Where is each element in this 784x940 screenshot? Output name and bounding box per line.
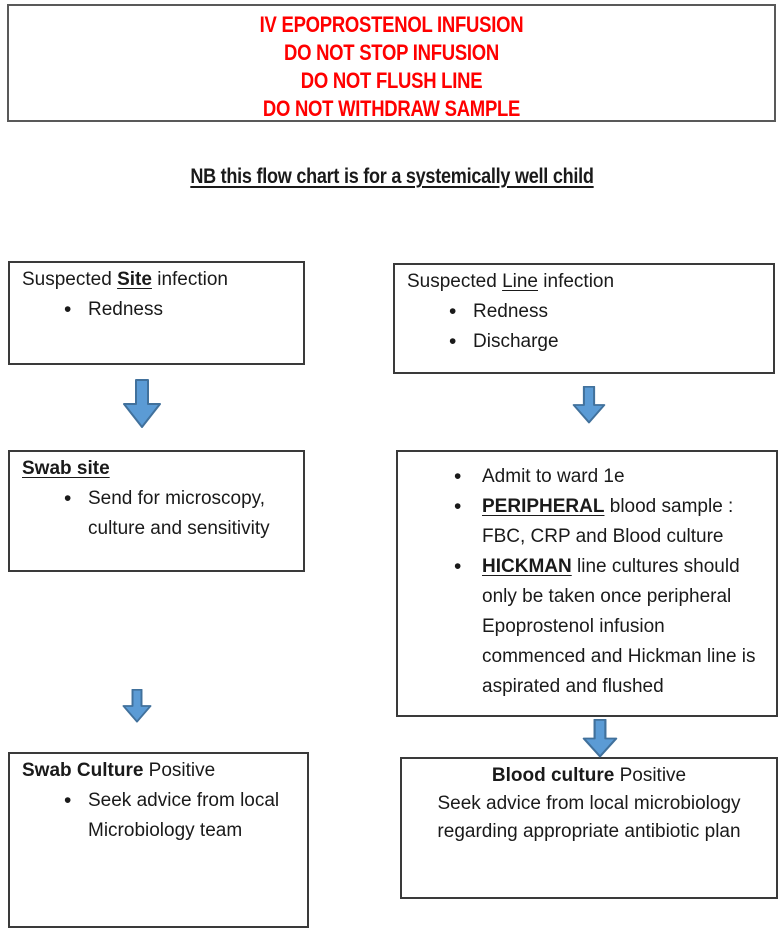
bullet-item: • Redness	[22, 295, 295, 325]
title-emphasis: Swab Culture	[22, 760, 144, 781]
suspected-site-infection-box	[8, 261, 305, 365]
note-heading: NB this flow chart is for a systemically well child	[190, 165, 594, 188]
title-emphasis: Swab site	[22, 458, 110, 479]
bullet-text: blood sample : FBC, CRP and Blood culture	[482, 496, 734, 547]
warning-line: DO NOT WITHDRAW SAMPLE	[262, 96, 521, 121]
title-text: infection	[538, 271, 615, 292]
bullet-text: Admit to ward 1e	[482, 466, 625, 487]
bullet-item	[410, 462, 768, 492]
bullet-item	[410, 552, 768, 702]
blood-culture-body: Seek advice from local microbiology regarding appropriate antibiotic plan	[437, 793, 741, 842]
bullet-text: line cultures should only be taken once peripheral Epoprostenol infusion commenced and Hickman line is aspirated and flushed	[482, 556, 756, 697]
swab-culture-title	[22, 756, 299, 786]
bullet-item: • Send for microscopy, culture and sensitivity	[22, 484, 295, 544]
bullet-item	[410, 492, 768, 552]
title-text: Suspected	[407, 271, 503, 292]
swab-site-box	[8, 450, 305, 572]
title-emphasis: Site	[117, 269, 152, 290]
title-text: Positive	[143, 760, 216, 781]
warning-line: DO NOT FLUSH LINE	[300, 68, 483, 93]
down-arrow-icon	[582, 719, 618, 758]
admission-instructions-box	[396, 450, 778, 717]
warning-box	[7, 4, 776, 122]
warning-line: IV EPOPROSTENOL INFUSION	[259, 12, 524, 37]
swab-culture-positive-box	[8, 752, 309, 928]
title-text: Suspected	[22, 269, 118, 290]
blood-culture-positive-box	[400, 757, 778, 899]
title-emphasis: Line	[502, 271, 538, 292]
title-text: Positive	[614, 765, 687, 786]
warning-line: DO NOT STOP INFUSION	[283, 40, 500, 65]
down-arrow-icon	[572, 386, 606, 424]
bullet-item: • Discharge	[407, 327, 765, 357]
bullet-emphasis: PERIPHERAL	[482, 496, 605, 517]
suspected-line-title	[407, 267, 765, 297]
suspected-site-title	[22, 265, 295, 295]
down-arrow-icon	[122, 689, 152, 723]
down-arrow-icon	[122, 379, 162, 429]
title-emphasis: Blood culture	[491, 765, 615, 786]
title-text: infection	[151, 269, 228, 290]
swab-site-title	[22, 454, 295, 484]
bullet-item: • Redness	[407, 297, 765, 327]
suspected-line-infection-box	[393, 263, 775, 374]
bullet-item: • Seek advice from local Microbiology team	[22, 786, 299, 846]
bullet-emphasis: HICKMAN	[482, 556, 572, 577]
blood-culture-title	[410, 762, 768, 790]
